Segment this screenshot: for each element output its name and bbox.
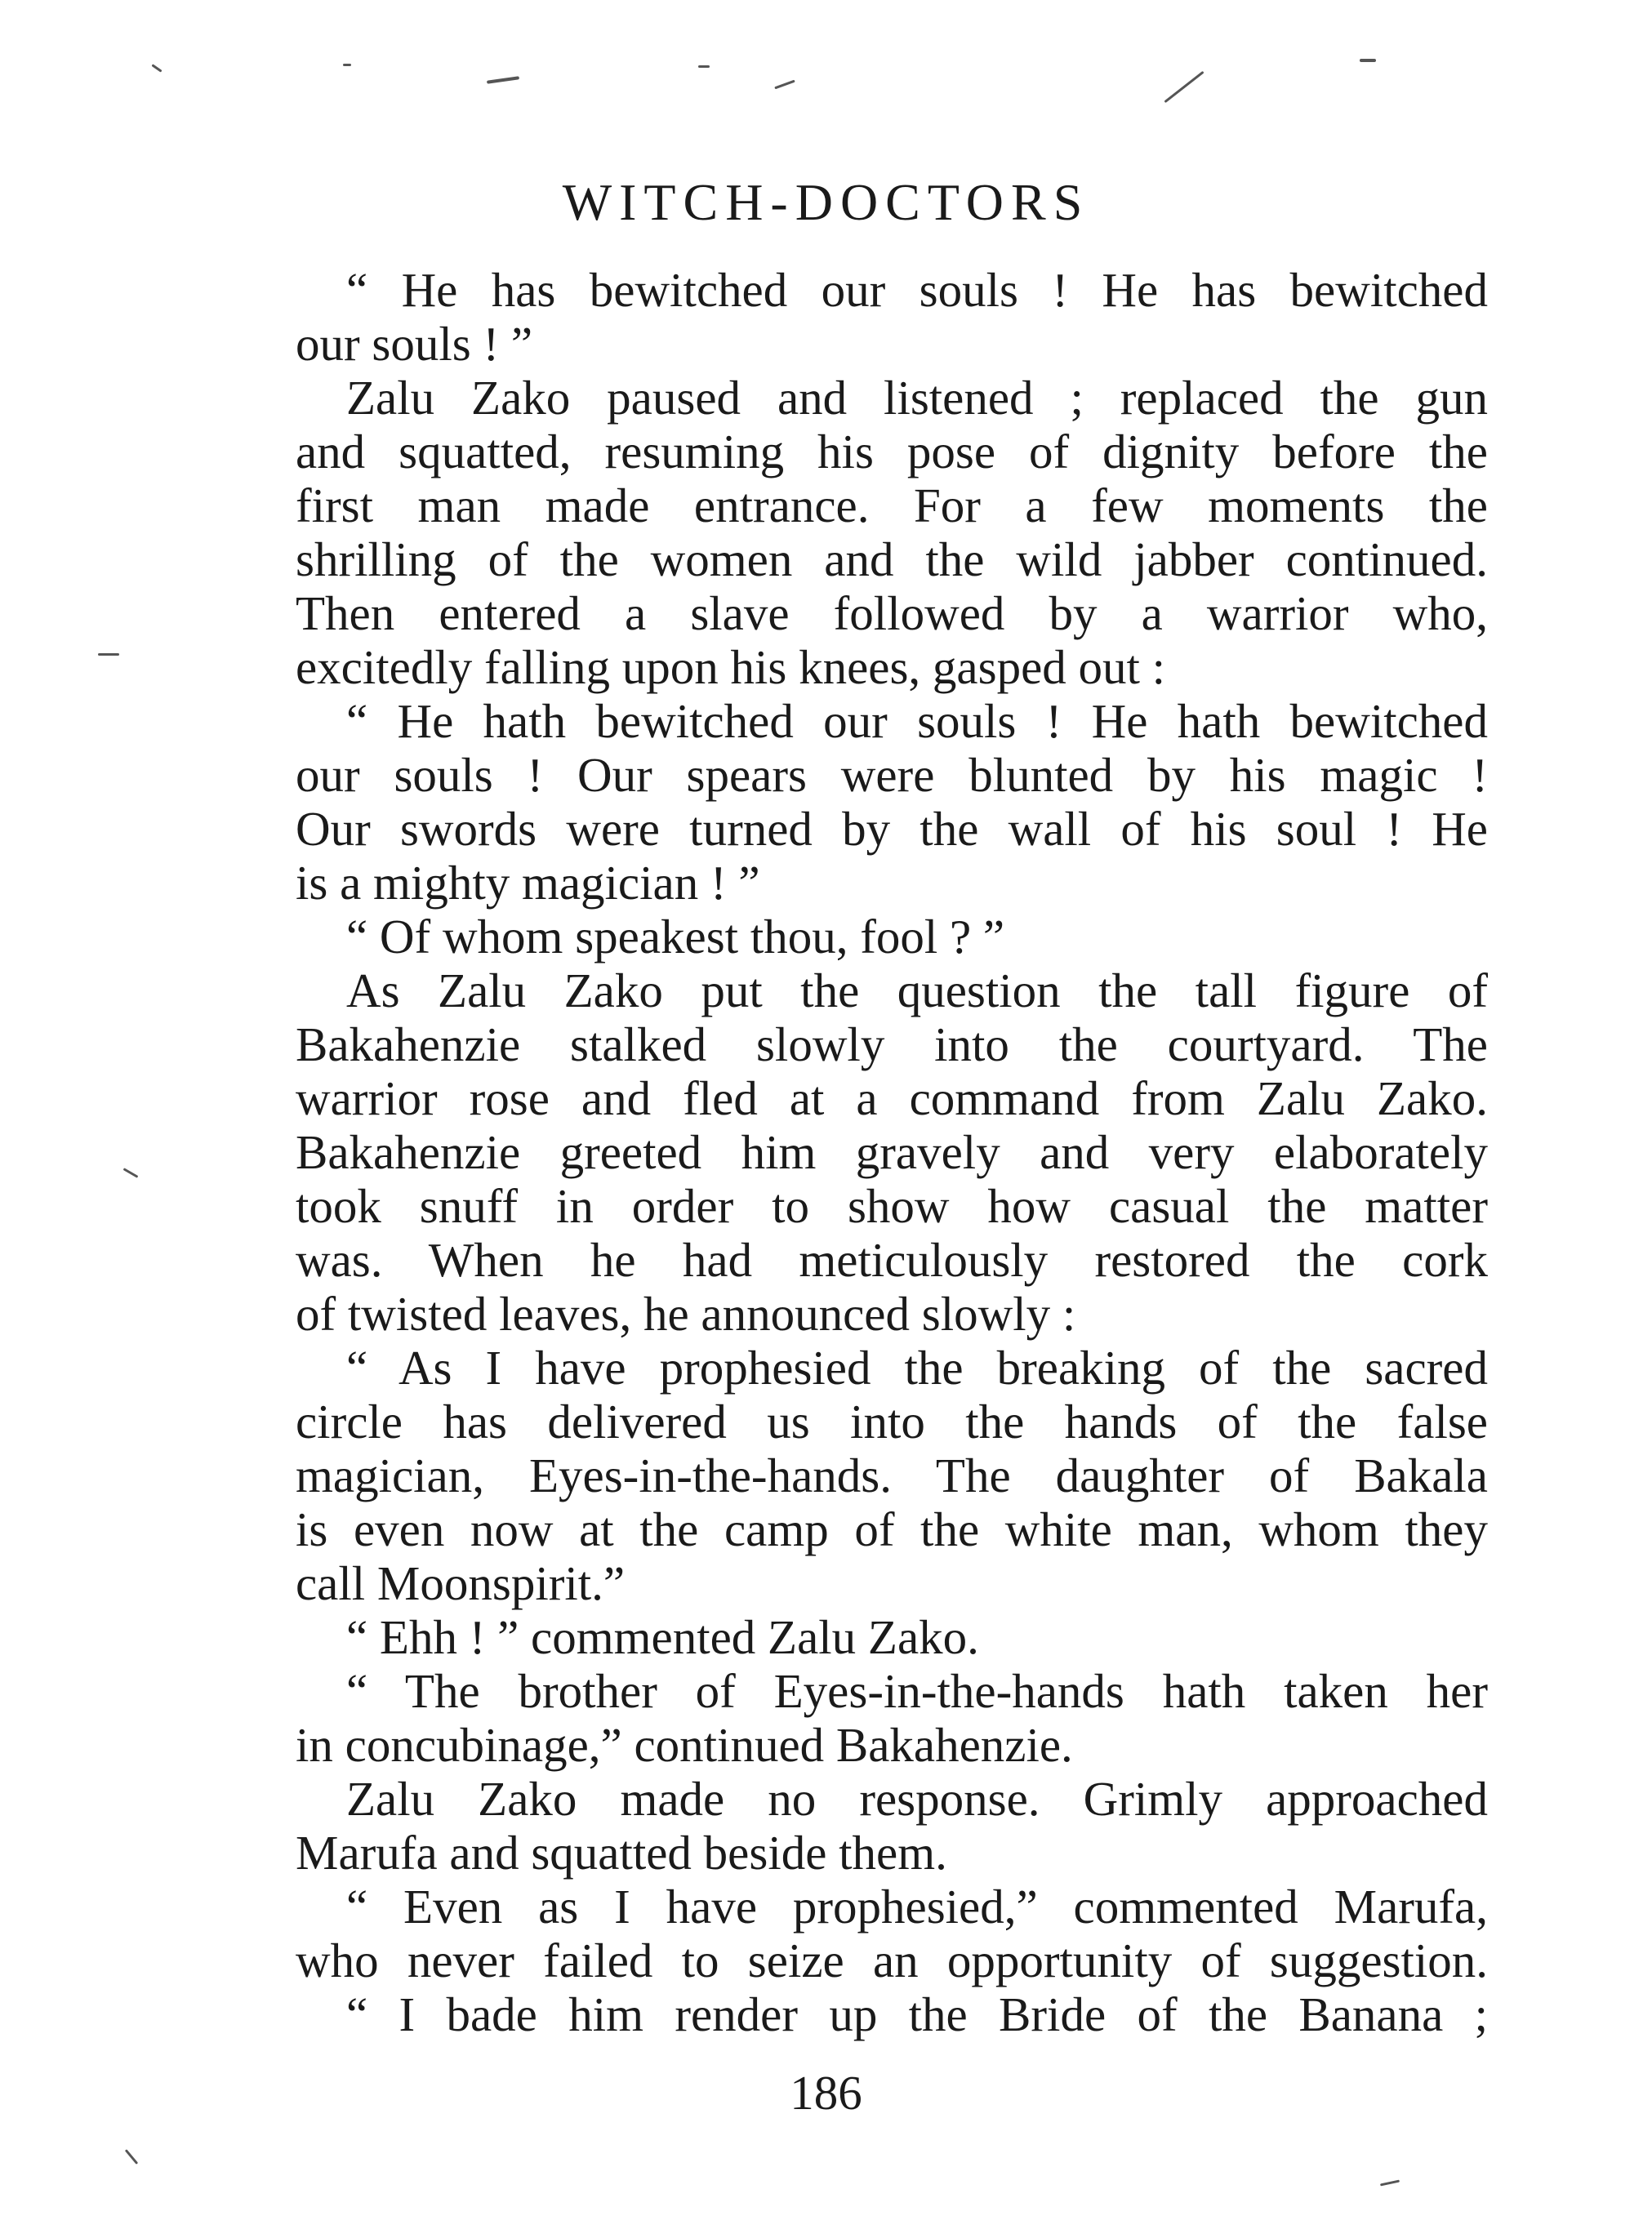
text-line: Zalu Zako made no response. Grimly approached [346, 1772, 1488, 1826]
text-line: of twisted leaves, he announced slowly : [296, 1287, 1076, 1341]
text-line: circle has delivered us into the hands of the false [296, 1395, 1488, 1448]
scan-speck [1380, 2180, 1400, 2187]
scan-speck [98, 653, 119, 656]
text-line: Bakahenzie greeted him gravely and very elaborately [296, 1125, 1488, 1179]
running-head: WITCH-DOCTORS [562, 173, 1090, 231]
text-line: our souls ! Our spears were blunted by his magic ! [296, 748, 1488, 802]
text-line: is even now at the camp of the white man, whom they [296, 1502, 1488, 1556]
scan-speck [1360, 59, 1376, 62]
scan-speck [487, 76, 519, 84]
text-line: Our swords were turned by the wall of his soul ! He [296, 802, 1488, 856]
text-line: magician, Eyes-in-the-hands. The daughter of Bakala [296, 1448, 1488, 1502]
scan-speck [1164, 71, 1204, 103]
text-line: warrior rose and fled at a command from Zalu Zako. [296, 1071, 1488, 1125]
text-line: excitedly falling upon his knees, gasped out : [296, 640, 1166, 694]
text-line: “ I bade him render up the Bride of the Banana ; [346, 1987, 1488, 2041]
text-line: shrilling of the women and the wild jabber continued. [296, 532, 1488, 586]
text-line: was. When he had meticulously restored the cork [296, 1233, 1488, 1287]
text-line: took snuff in order to show how casual the matter [296, 1179, 1488, 1233]
text-line: Zalu Zako paused and listened ; replaced the gun [346, 371, 1488, 425]
text-line: call Moonspirit.” [296, 1556, 626, 1610]
scan-speck [343, 64, 351, 66]
text-line: As Zalu Zako put the question the tall figure of [346, 963, 1488, 1017]
text-line: is a mighty magician ! ” [296, 856, 760, 910]
text-line: first man made entrance. For a few moments the [296, 478, 1488, 532]
text-line: in concubinage,” continued Bakahenzie. [296, 1718, 1073, 1772]
text-line: “ Of whom speakest thou, fool ? ” [346, 910, 1005, 963]
scan-speck [151, 64, 162, 72]
text-line: “ Even as I have prophesied,” commented Marufa, [346, 1880, 1488, 1934]
scan-speck [123, 1168, 139, 1178]
scan-speck [774, 80, 795, 90]
scan-speck [125, 2149, 138, 2165]
text-line: “ Ehh ! ” commented Zalu Zako. [346, 1610, 979, 1664]
text-line: “ As I have prophesied the breaking of the sacred [346, 1341, 1488, 1395]
text-line: Then entered a slave followed by a warrior who, [296, 586, 1488, 640]
text-line: Bakahenzie stalked slowly into the courtyard. The [296, 1017, 1488, 1071]
scan-speck [698, 65, 710, 68]
text-line: Marufa and squatted beside them. [296, 1826, 947, 1880]
text-line: our souls ! ” [296, 317, 533, 371]
body-text [296, 263, 1488, 2041]
text-line: and squatted, resuming his pose of dignity before the [296, 425, 1488, 478]
text-line: “ He hath bewitched our souls ! He hath bewitched [346, 694, 1488, 748]
text-line: “ The brother of Eyes-in-the-hands hath taken her [346, 1664, 1488, 1718]
text-line: “ He has bewitched our souls ! He has bewitched [346, 263, 1488, 317]
text-line: who never failed to seize an opportunity of suggestion. [296, 1934, 1488, 1987]
page-number: 186 [790, 2066, 862, 2120]
